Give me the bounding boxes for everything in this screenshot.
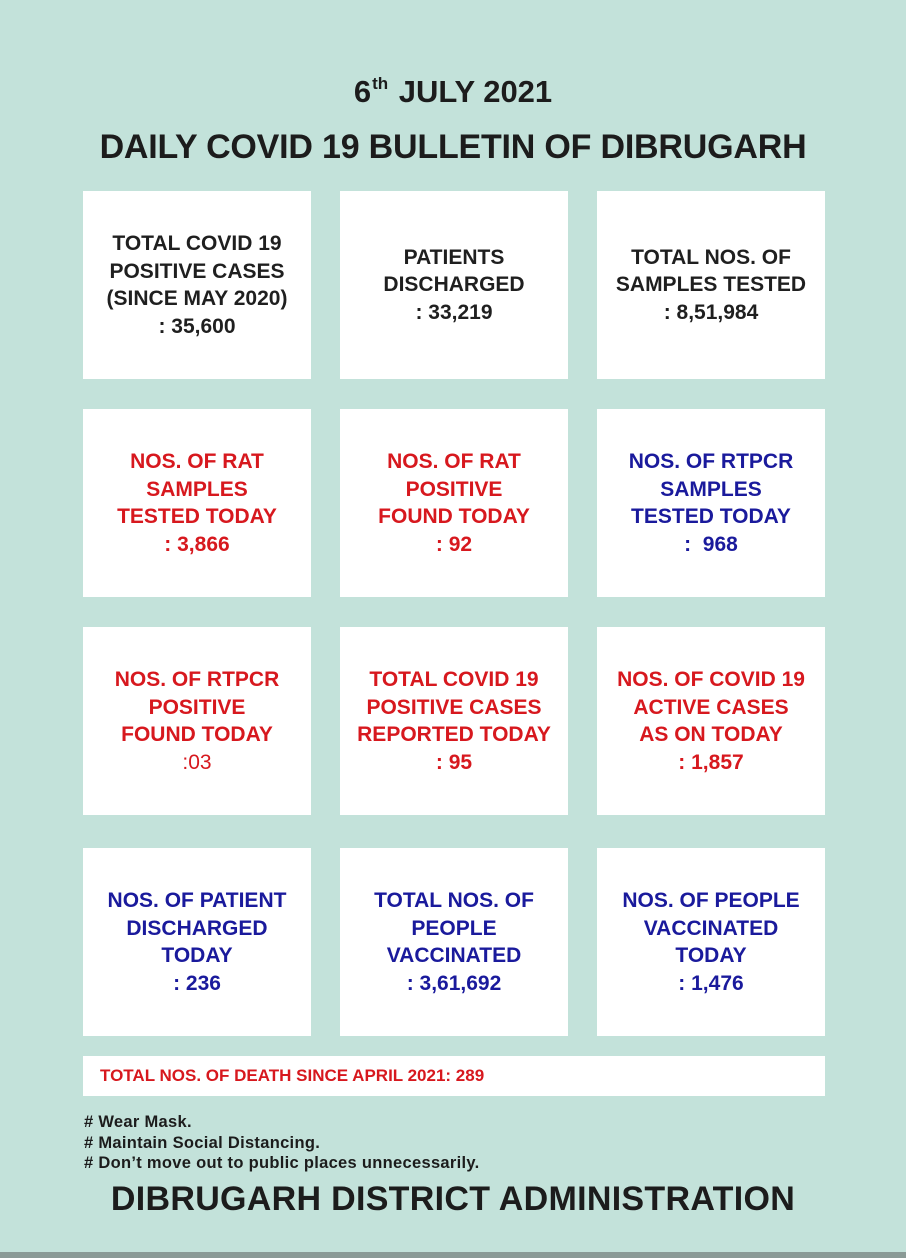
date-suffix: th [372, 74, 389, 93]
card-value: : 35,600 [158, 314, 236, 338]
card-label: TOTAL COVID 19 POSITIVE CASES (SINCE MAY 2020) [106, 232, 288, 310]
card-label: TOTAL NOS. OF SAMPLES TESTED [615, 245, 807, 297]
card-label: NOS. OF RAT POSITIVE FOUND TODAY [378, 450, 530, 528]
card-label: TOTAL NOS. OF PEOPLE VACCINATED [374, 889, 534, 967]
bulletin-date [0, 74, 906, 110]
card-value: : 92 [435, 532, 473, 556]
bottom-edge [0, 1252, 906, 1258]
card-rtpcr-samples-tested-today [597, 409, 825, 597]
card-total-people-vaccinated [340, 848, 568, 1036]
tip-item: # Maintain Social Distancing. [84, 1133, 321, 1152]
card-label: NOS. OF RTPCR POSITIVE FOUND TODAY [114, 668, 280, 746]
card-people-vaccinated-today [597, 848, 825, 1036]
card-label: NOS. OF COVID 19 ACTIVE CASES AS ON TODAY [617, 668, 805, 746]
card-value: : 1,476 [678, 971, 744, 995]
card-value: : 3,866 [164, 532, 230, 556]
card-rat-samples-tested-today [83, 409, 311, 597]
card-label: NOS. OF PATIENT DISCHARGED TODAY [107, 889, 287, 967]
card-value: : 8,51,984 [663, 300, 759, 324]
card-value: : 95 [435, 750, 473, 774]
card-rtpcr-positive-today [83, 627, 311, 815]
issuer-footer: DIBRUGARH DISTRICT ADMINISTRATION [110, 1180, 796, 1218]
card-positive-reported-today [340, 627, 568, 815]
card-patients-discharged-today [83, 848, 311, 1036]
card-label: PATIENTS DISCHARGED [383, 245, 525, 297]
safety-tips [84, 1112, 480, 1174]
total-deaths-bar: TOTAL NOS. OF DEATH SINCE APRIL 2021: 289 [83, 1056, 825, 1096]
card-value: : 968 [684, 532, 738, 556]
date-month-year: JULY 2021 [398, 74, 553, 109]
card-value: : 33,219 [415, 300, 493, 324]
tip-item: # Don’t move out to public places unnecessarily. [84, 1154, 480, 1172]
card-total-positive-cases [83, 191, 311, 379]
card-rat-positive-today [340, 409, 568, 597]
card-value: : 236 [173, 971, 221, 995]
date-day: 6 [353, 74, 372, 109]
card-active-cases-today [597, 627, 825, 815]
card-label: NOS. OF RTPCR SAMPLES TESTED TODAY [628, 450, 794, 528]
card-label: NOS. OF PEOPLE VACCINATED TODAY [622, 889, 800, 967]
card-label: TOTAL COVID 19 POSITIVE CASES REPORTED TODAY [357, 668, 551, 746]
bulletin-title: DAILY COVID 19 BULLETIN OF DIBRUGARH [99, 128, 807, 166]
card-value: : 1,857 [678, 750, 744, 774]
card-label: NOS. OF RAT SAMPLES TESTED TODAY [117, 450, 277, 528]
card-total-samples-tested [597, 191, 825, 379]
card-value: :03 [182, 750, 212, 774]
card-value: : 3,61,692 [406, 971, 502, 995]
card-patients-discharged [340, 191, 568, 379]
tip-item: # Wear Mask. [84, 1113, 192, 1131]
